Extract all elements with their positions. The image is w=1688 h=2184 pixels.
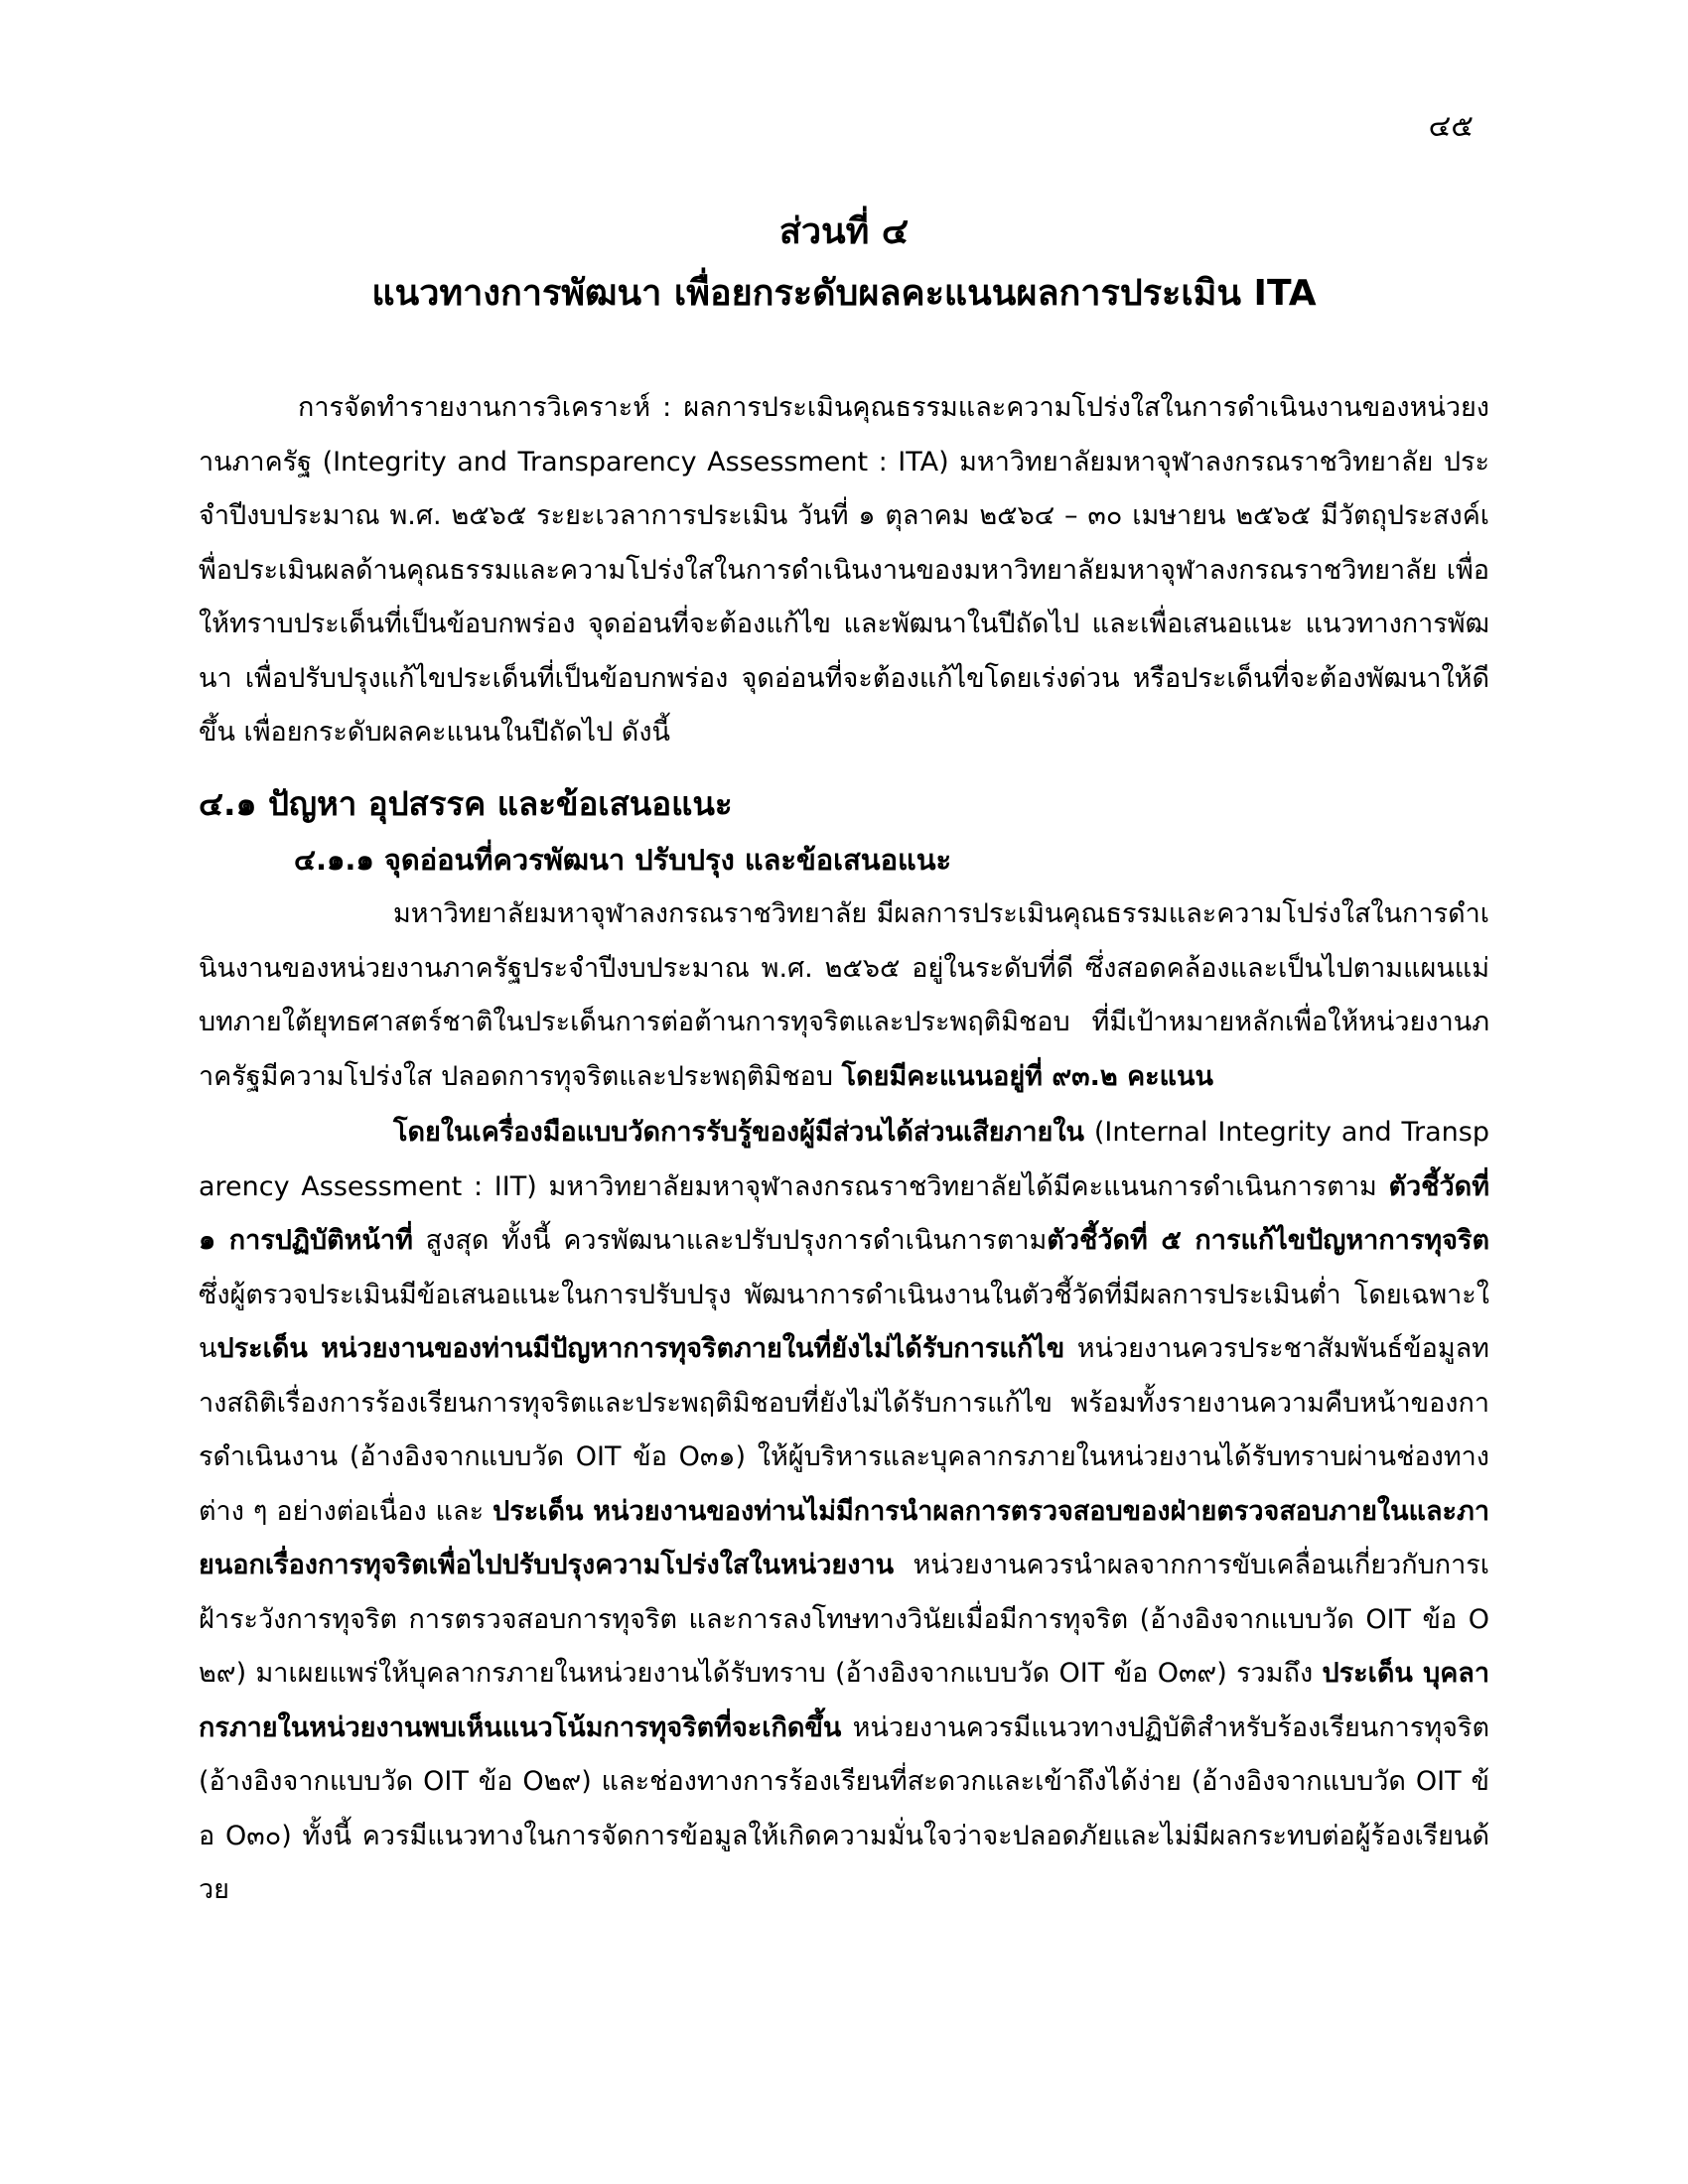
iit-paragraph bbox=[199, 1106, 1489, 1918]
iit-text-2: สูงสุด ทั้งนี้ ควรพัฒนาและปรับปรุงการดำเนินการตาม bbox=[412, 1225, 1048, 1256]
iit-intro-bold: โดยในเครื่องมือแบบวัดการรับรู้ของผู้มีส่วนได้ส่วนเสียภายใน bbox=[393, 1117, 1084, 1148]
part-subtitle: แนวทางการพัฒนา เพื่อยกระดับผลคะแนนผลการประเมิน ITA bbox=[371, 273, 1317, 314]
issue-1-bold: ประเด็น หน่วยงานของท่านมีปัญหาการทุจริตภายในที่ยังไม่ได้รับการแก้ไข bbox=[216, 1333, 1065, 1364]
subsection-heading: ๔.๑.๑ จุดอ่อนที่ควรพัฒนา ปรับปรุง และข้อเสนอแนะ bbox=[294, 843, 952, 877]
indicator-1-bold: ตัวชี้วัดที่ ๑ การปฏิบัติหน้าที่ bbox=[199, 1170, 1489, 1256]
score-highlight: โดยมีคะแนนอยู่ที่ ๙๓.๒ คะแนน bbox=[841, 1060, 1213, 1092]
iit-text-5: หน่วยงานควรนำผลจากการขับเคลื่อนเกี่ยวกับการเฝ้าระวังการทุจริต การตรวจสอบการทุจริต และการลงโทษทางวินัยเมื่อมีการทุจริต (อ้างอิงจากแบบวัด OIT ข้อ O๒๙) มาเผยแพร่ให้บุคลากรภายในหน่วยงานได้รับทราบ (อ้างอิงจากแบบวัด OIT ข้อ O๓๙) รวมถึง bbox=[199, 1550, 1489, 1689]
iit-text-1: (Internal Integrity and Transparency Assessment : IIT) มหาวิทยาลัยมหาจุฬาลงกรณราชวิทยาลัยได้มีคะแนนการดำเนินการตาม bbox=[199, 1117, 1489, 1202]
page-number: ๔๕ bbox=[1428, 109, 1474, 144]
part-title: ส่วนที่ ๔ bbox=[778, 211, 910, 252]
iit-text-6: หน่วยงานควรมีแนวทางปฏิบัติสำหรับร้องเรียนการทุจริต (อ้างอิงจากแบบวัด OIT ข้อ O๒๙) และช่องทางการร้องเรียนที่สะดวกและเข้าถึงได้ง่าย (อ้างอิงจากแบบวัด OIT ข้อ O๓๐) ทั้งนี้ ควรมีแนวทางในการจัดการข้อมูลให้เกิดความมั่นใจว่าจะปลอดภัยและไม่มีผลกระทบต่อผู้ร้องเรียนด้วย bbox=[199, 1711, 1489, 1905]
iit-text-4: หน่วยงานควรประชาสัมพันธ์ข้อมูลทางสถิติเรื่องการร้องเรียนการทุจริตและประพฤติมิชอบที่ยังไม่ได้รับการแก้ไข พร้อมทั้งรายงานความคืบหน้าของการดำเนินงาน (อ้างอิงจากแบบวัด OIT ข้อ O๓๑) ให้ผู้บริหารและบุคลากรภายในหน่วยงานได้รับทราบผ่านช่องทางต่าง ๆ อย่างต่อเนื่อง และ bbox=[199, 1333, 1489, 1527]
score-paragraph bbox=[199, 887, 1489, 1104]
section-heading: ๔.๑ ปัญหา อุปสรรค และข้อเสนอแนะ bbox=[199, 784, 733, 823]
issue-3-bold: ประเด็น บุคลากรภายในหน่วยงานพบเห็นแนวโน้มการทุจริตที่จะเกิดขึ้น bbox=[199, 1658, 1489, 1743]
indicator-5-bold: ตัวชี้วัดที่ ๕ การแก้ไขปัญหาการทุจริต bbox=[1047, 1225, 1489, 1256]
issue-2-bold: ประเด็น หน่วยงานของท่านไม่มีการนำผลการตรวจสอบของฝ่ายตรวจสอบภายในและภายนอกเรื่องการทุจริตเพื่อไปปรับปรุงความโปร่งใสในหน่วยงาน bbox=[199, 1495, 1489, 1580]
intro-paragraph: การจัดทำรายงานการวิเคราะห์ : ผลการประเมินคุณธรรมและความโปร่งใสในการดำเนินงานของหน่วยงานภาครัฐ (Integrity and Transparency Assessment : ITA) มหาวิทยาลัยมหาจุฬาลงกรณราชวิทยาลัย ประจำปีงบประมาณ พ.ศ. ๒๕๖๕ ระยะเวลาการประเมิน วันที่ ๑ ตุลาคม ๒๕๖๔ – ๓๐ เมษายน ๒๕๖๕ มีวัตถุประสงค์เพื่อประเมินผลด้านคุณธรรมและความโปร่งใสในการดำเนินงานของมหาวิทยาลัยมหาจุฬาลงกรณราชวิทยาลัย เพื่อให้ทราบประเด็นที่เป็นข้อบกพร่อง จุดอ่อนที่จะต้องแก้ไข และพัฒนาในปีถัดไป และเพื่อเสนอแนะ แนวทางการพัฒนา เพื่อปรับปรุงแก้ไขประเด็นที่เป็นข้อบกพร่อง จุดอ่อนที่จะต้องแก้ไขโดยเร่งด่วน หรือประเด็นที่จะต้องพัฒนาให้ดีขึ้น เพื่อยกระดับผลคะแนนในปีถัดไป ดังนี้ bbox=[199, 392, 1489, 748]
score-paragraph-text: มหาวิทยาลัยมหาจุฬาลงกรณราชวิทยาลัย มีผลการประเมินคุณธรรมและความโปร่งใสในการดำเนินงานของหน่วยงานภาครัฐประจำปีงบประมาณ พ.ศ. ๒๕๖๕ อยู่ในระดับที่ดี ซึ่งสอดคล้องและเป็นไปตามแผนแม่บทภายใต้ยุทธศาสตร์ชาติในประเด็นการต่อต้านการทุจริตและประพฤติมิชอบ ที่มีเป้าหมายหลักเพื่อให้หน่วยงานภาครัฐมีความโปร่งใส ปลอดการทุจริตและประพฤติมิชอบ bbox=[199, 898, 1489, 1092]
iit-text-3: ซึ่งผู้ตรวจประเมินมีข้อเสนอแนะในการปรับปรุง พัฒนาการดำเนินงานในตัวชี้วัดที่มีผลการประเมินต่ำ โดยเฉพาะใน bbox=[199, 1279, 1489, 1364]
